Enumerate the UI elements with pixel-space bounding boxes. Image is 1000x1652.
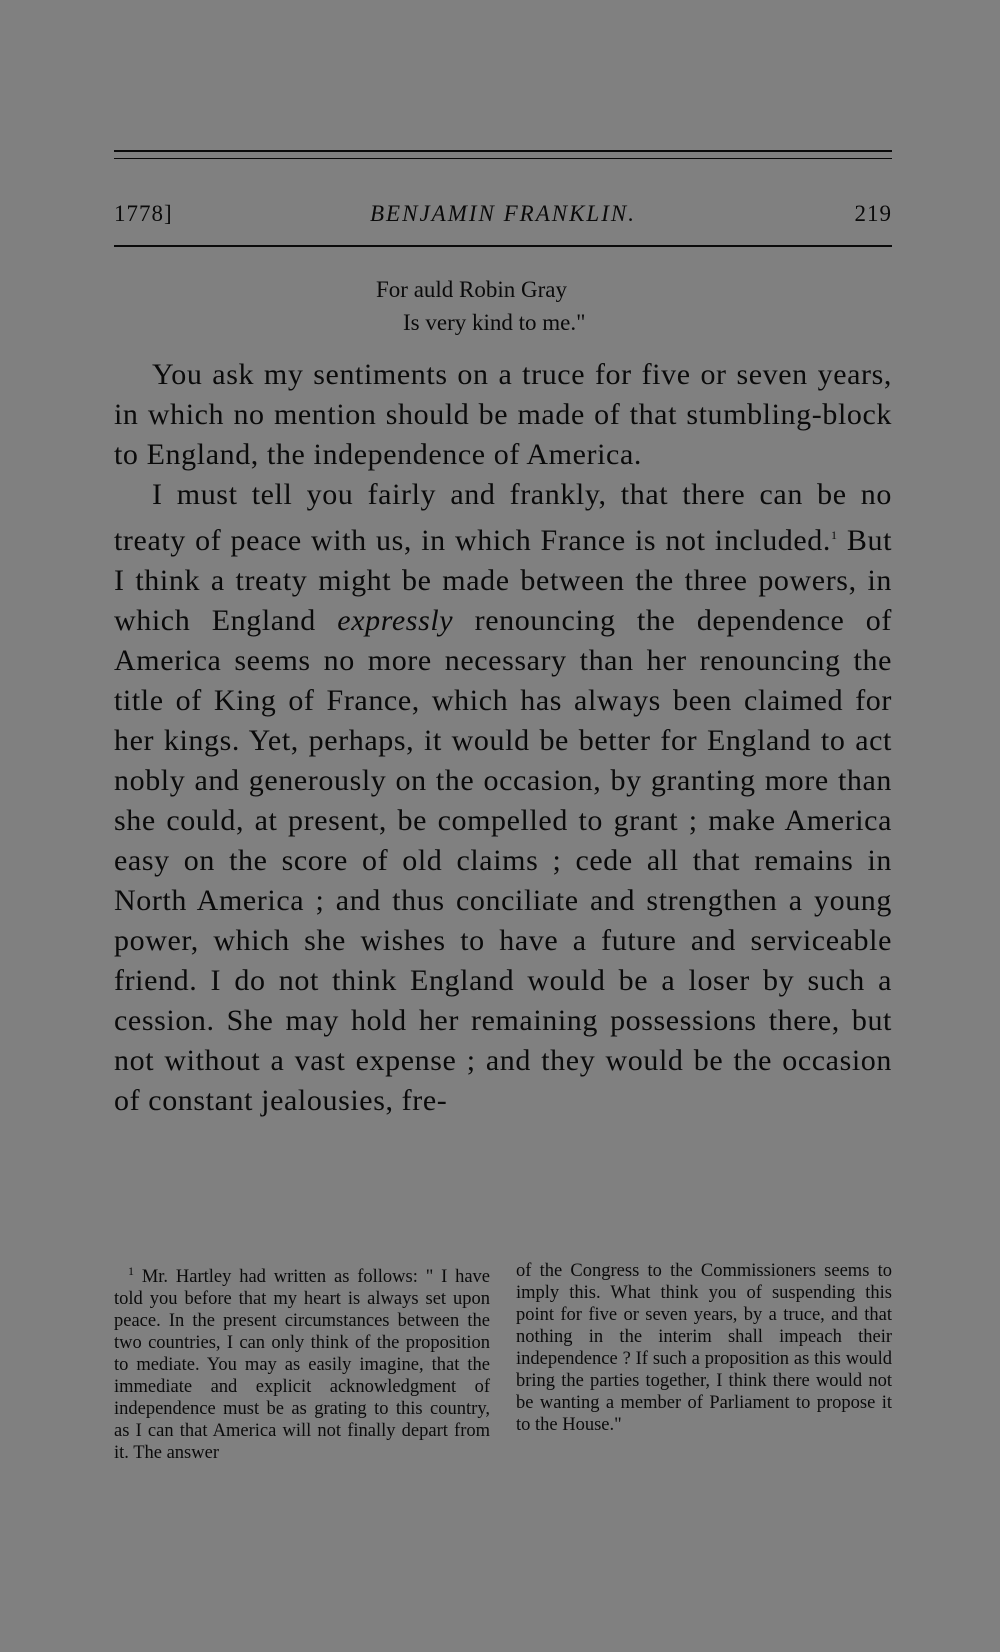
- verse-quote: [114, 273, 892, 339]
- paragraph-2: [114, 475, 892, 1121]
- head-rule: [114, 245, 892, 247]
- footnote-mark: 1: [128, 1264, 134, 1278]
- verse-line-1: For auld Robin Gray: [376, 277, 568, 302]
- emphasis-expressly: expressly: [337, 604, 454, 637]
- footnote-reference: 1: [831, 528, 838, 542]
- top-rule: [114, 150, 892, 152]
- verse-line-2: Is very kind to me.": [403, 310, 586, 335]
- paragraph-2-part-b: But I think a treaty might be made between the three powers, in which England: [114, 524, 893, 637]
- paragraph-2-part-c: renouncing the dependence of America seems no more necessary than her renouncing the title of King of France, which has always been claimed for her kings. Yet, perhaps, it would be better for England to act nobly and generously on the occasion, by granting more than she could, at present, be compelled to grant ; make America easy on the score of old claims ; cede all that remains in North America ; and thus conciliate and strengthen a young power, which she wishes to have a future and serviceable friend. I do not think England would be a loser by such a cession. She may hold her remaining possessions there, but not without a vast expense ; and they would be the occasion of constant jealousies, fre-: [114, 604, 892, 1117]
- paragraph-2-part-a: I must tell you fairly and frankly, that there can be no treaty of peace with us, in which France is not included.: [114, 478, 892, 557]
- running-head-year: 1778]: [114, 201, 173, 226]
- footnote-column-1: [114, 1260, 490, 1464]
- running-head: [114, 187, 892, 239]
- footnote-column-2: [516, 1260, 892, 1464]
- body-text: [114, 355, 892, 1121]
- footnote-text-1: [114, 1260, 490, 1464]
- footnotes: [114, 1260, 892, 1464]
- running-head-title: BENJAMIN FRANKLIN.: [370, 201, 636, 226]
- book-page: [114, 150, 893, 1464]
- top-rule-thin: [114, 158, 892, 159]
- page-number: 219: [854, 201, 892, 226]
- footnote-col1-text: Mr. Hartley had written as follows: " I have told you before that my heart is always set upon peace. In the present circumstances between the two countries, I can only think of the proposition to mediate. You may as easily imagine, that the immediate and explicit acknowledgment of independence must be as grating to this country, as I can that America will not finally depart from it. The answer: [114, 1267, 490, 1464]
- footnote-col2-text: of the Congress to the Commissioners seems to imply this. What think you of suspending this point for five or seven years, by a truce, and that nothing in the interim shall impeach their independence ? If such a proposition as this would bring the parties together, I think there would not be wanting a member of Parliament to propose it to the House.": [516, 1261, 892, 1435]
- paragraph-1: You ask my sentiments on a truce for five or seven years, in which no mention should be made of that stumbling-block to England, the independence of America.: [114, 358, 892, 471]
